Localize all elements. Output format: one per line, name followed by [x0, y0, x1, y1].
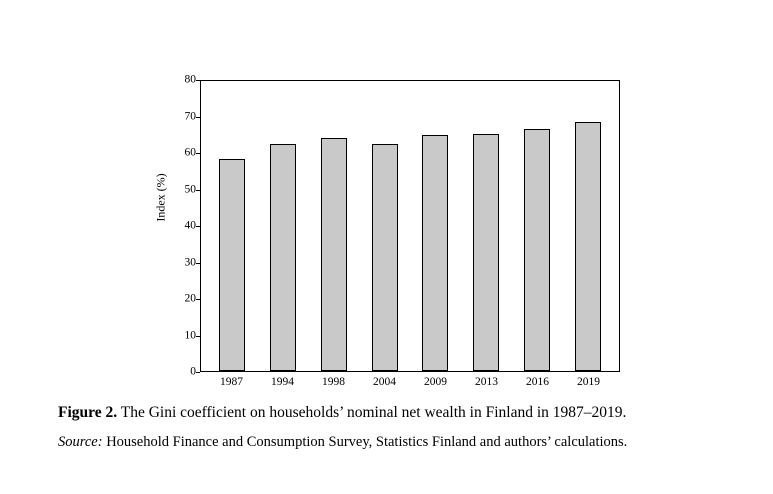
x-tick-label: 2016 — [526, 376, 549, 388]
x-tick-label: 2019 — [577, 376, 600, 388]
bar — [473, 134, 499, 371]
y-tick-label: 10 — [184, 328, 196, 341]
y-tick-label: 40 — [184, 219, 196, 232]
x-tick-label: 1994 — [271, 376, 294, 388]
plot-frame — [200, 80, 620, 372]
bar — [270, 144, 296, 371]
x-tick-label: 1998 — [322, 376, 345, 388]
x-tick-label: 2013 — [475, 376, 498, 388]
bar — [321, 138, 347, 371]
caption-text: The Gini coefficient on households’ nominal net wealth in Finland in 1987–2019. — [117, 404, 627, 421]
bar-series — [201, 81, 619, 371]
bar — [422, 135, 448, 371]
bar-chart — [155, 62, 625, 392]
y-tick-label: 70 — [184, 109, 196, 122]
y-tick-label: 50 — [184, 182, 196, 195]
bar — [372, 144, 398, 371]
y-axis-label: Index (%) — [153, 173, 168, 222]
source-label: Source: — [58, 434, 103, 450]
x-axis-ticks — [200, 376, 620, 396]
y-tick-label: 20 — [184, 292, 196, 305]
figure-number: Figure 2. — [58, 404, 118, 421]
y-tick-label: 80 — [184, 73, 196, 86]
x-tick-label: 1987 — [220, 376, 243, 388]
y-tick-label: 60 — [184, 146, 196, 159]
y-tick-label: 0 — [190, 365, 196, 378]
figure-source — [58, 432, 748, 453]
y-axis-ticks — [155, 73, 196, 378]
bar — [524, 129, 550, 371]
x-tick-label: 2004 — [373, 376, 396, 388]
figure-caption — [58, 402, 738, 424]
bar — [219, 159, 245, 371]
x-tick-label: 2009 — [424, 376, 447, 388]
bar — [575, 122, 601, 371]
y-tick-label: 30 — [184, 255, 196, 268]
y-tick-mark — [196, 372, 200, 373]
source-text: Household Finance and Consumption Survey, Statistics Finland and authors’ calculations. — [102, 434, 628, 450]
